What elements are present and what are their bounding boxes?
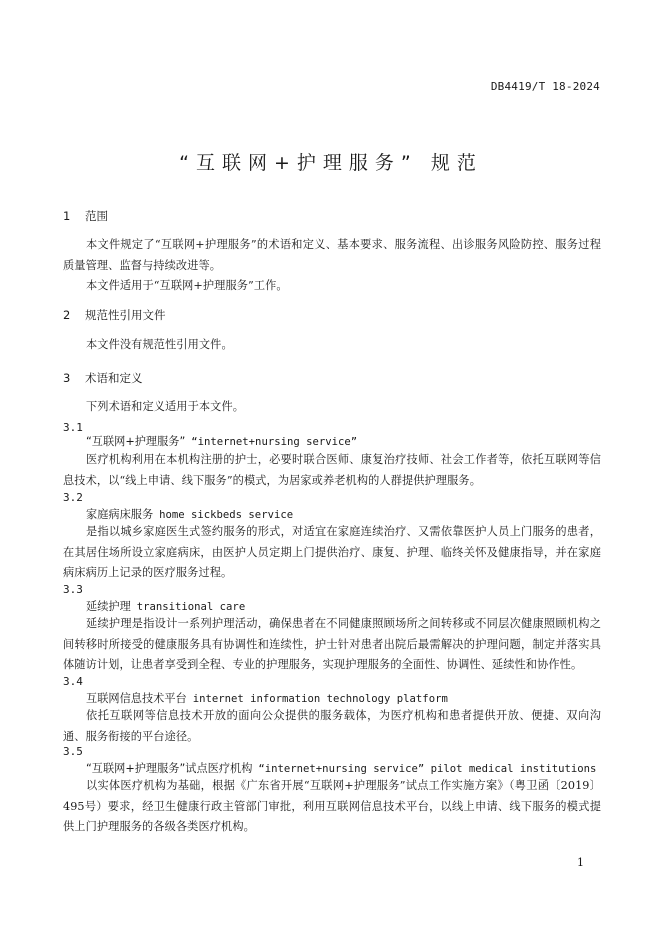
term-en: “internet+nursing service” pilot medical institutions	[258, 763, 597, 775]
term-zh: “互联网+护理服务”	[86, 435, 186, 448]
term-zh: 延续护理	[86, 600, 131, 613]
section-number: 3	[63, 371, 71, 385]
term-heading	[86, 760, 596, 776]
section-title: 规范性引用文件	[85, 308, 166, 322]
term-number: 3.5	[63, 745, 83, 758]
term-heading	[86, 690, 448, 706]
document-code: DB4419/T 18-2024	[490, 80, 600, 93]
section-number: 1	[63, 209, 71, 223]
term-heading	[86, 506, 293, 522]
term-zh: 互联网信息技术平台	[86, 692, 187, 705]
term-definition: 是指以城乡家庭医生式签约服务的形式，对适宜在家庭连续治疗、又需依靠医护人员上门服务的患者，在其居住场所设立家庭病床，由医护人员定期上门提供治疗、康复、护理、临终关怀及健康指导，并在家庭病床病历上记录的医疗服务过程。	[63, 525, 601, 579]
term-en: home sickbeds service	[159, 509, 294, 521]
section-1-heading	[63, 208, 108, 224]
section-3-paragraph-1: 下列术语和定义适用于本文件。	[86, 400, 245, 413]
section-1-paragraph-2: 本文件适用于“互联网+护理服务”工作。	[86, 279, 288, 292]
term-heading	[86, 433, 357, 449]
term-en: internet information technology platform	[192, 693, 448, 705]
term-zh: “互联网+护理服务”试点医疗机构	[86, 762, 253, 775]
section-title: 术语和定义	[85, 371, 143, 385]
term-zh: 家庭病床服务	[86, 508, 154, 521]
section-2-heading	[63, 307, 166, 323]
term-definition: 医疗机构利用在本机构注册的护士，必要时联合医师、康复治疗技师、社会工作者等，依托互联网等信息技术，以“线上申请、线下服务”的模式，为居家或养老机构的人群提供护理服务。	[63, 453, 601, 487]
section-number: 2	[63, 308, 71, 322]
term-definition: 以实体医疗机构为基础，根据《广东省开展“互联网+护理服务”试点工作实施方案》（粤卫函〔2019〕495号）要求，经卫生健康行政主管部门审批，利用互联网信息技术平台，以线上申请、线下服务的模式提供上门护理服务的各级各类医疗机构。	[63, 779, 601, 833]
term-heading	[86, 598, 245, 614]
term-en: “internet+nursing service”	[191, 436, 358, 448]
section-3-heading	[63, 370, 143, 386]
term-number: 3.4	[63, 675, 83, 688]
section-title: 范围	[85, 209, 108, 223]
page-number: 1	[577, 856, 584, 869]
section-2-paragraph-1: 本文件没有规范性引用文件。	[86, 338, 233, 351]
term-number: 3.3	[63, 583, 83, 596]
term-number: 3.1	[63, 421, 83, 434]
term-number: 3.2	[63, 491, 83, 504]
document-title: “互联网+护理服务” 规范	[179, 152, 483, 174]
term-definition: 延续护理是指设计一系列护理活动，确保患者在不同健康照顾场所之间转移或不同层次健康照顾机构之间转移时所接受的健康服务具有协调性和连续性，护士针对患者出院后最需解决的护理问题，制定并落实具体随访计划，让患者享受到全程、专业的护理服务，实现护理服务的全面性、协调性、延续性和协作性。	[63, 617, 601, 671]
term-definition: 依托互联网等信息技术开放的面向公众提供的服务载体，为医疗机构和患者提供开放、便捷、双向沟通、服务衔接的平台途径。	[63, 709, 601, 743]
term-en: transitional care	[136, 601, 246, 613]
section-1-paragraph-1: 本文件规定了“互联网+护理服务”的术语和定义、基本要求、服务流程、出诊服务风险防控、服务过程质量管理、监督与持续改进等。	[63, 238, 601, 272]
